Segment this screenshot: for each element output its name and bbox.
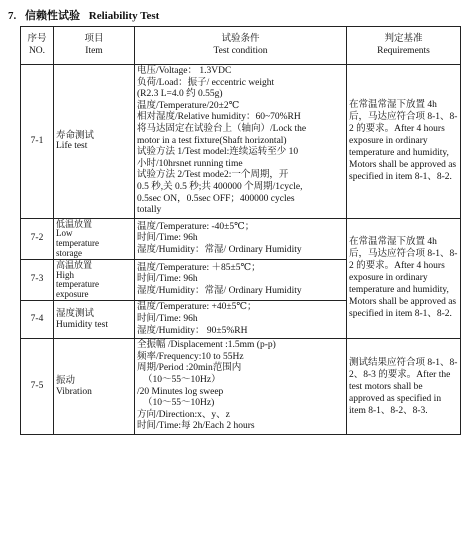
condition-line: (R2.3 L=4.0 约 0.55g) — [137, 89, 223, 100]
row-condition — [135, 301, 347, 339]
row-item-cn: 湿度测试 — [56, 309, 95, 320]
row-item-en: Humidity test — [56, 319, 108, 330]
header-requirements-cn: 判定基准 — [384, 34, 423, 44]
condition-line: 相对湿度/Relative humidity：60~70%RH — [137, 112, 301, 123]
condition-line: 电压/Voltage： 1.3VDC — [137, 66, 232, 76]
reliability-test-table — [20, 26, 461, 435]
row-item-cn: 寿命测试 — [56, 130, 95, 141]
header-no — [21, 27, 54, 65]
section-number: 7. — [8, 10, 17, 22]
condition-line: 时间/Time: 96h — [137, 233, 198, 244]
row-requirements: 在常温常湿下放置 4h 后，马达应符合项 8-1、8-2 的要求。After 4 hours exposure in ordinary temperature and humidity, Motors shall be approved as specified in item 8-1、8-2. — [347, 65, 461, 219]
row-item-cn: 高温放置 — [56, 260, 93, 271]
condition-line: 湿度/Humidity： 90±5%RH — [137, 325, 248, 336]
row-no: 7-3 — [21, 260, 54, 301]
row-no: 7-2 — [21, 218, 54, 259]
condition-line: 试验方法 1/Test model:连续运转至少 10 — [137, 147, 299, 158]
row-no: 7-5 — [21, 339, 54, 435]
condition-line: 小时/10hrsnet running time — [137, 158, 243, 169]
row-item-en: temperature — [56, 237, 99, 248]
condition-line: 0.5 秒,关 0.5 秒;共 400000 个周期/1cycle, — [137, 181, 303, 192]
section-title-en: Reliability Test — [88, 10, 160, 22]
row-item-en: High — [56, 269, 74, 280]
header-item-en: Item — [85, 45, 103, 56]
row-item — [54, 339, 135, 435]
row-item — [54, 65, 135, 219]
row-item-cn: 振动 — [56, 376, 76, 387]
row-item-en: Vibration — [56, 386, 92, 397]
header-condition — [135, 27, 347, 65]
header-condition-en: Test condition — [213, 45, 268, 56]
condition-line: /20 Minutes log sweep — [137, 386, 224, 397]
condition-line: 温度/Temperature: ＋85±5℃； — [137, 262, 261, 273]
row-no: 7-4 — [21, 301, 54, 339]
condition-line: 0.5sec ON，0.5sec OFF；400000 cycles — [137, 193, 295, 204]
condition-line: 周期/Period :20min范围内 — [137, 363, 242, 374]
condition-line: 温度/Temperature: -40±5℃； — [137, 221, 255, 232]
row-item-en: storage — [56, 247, 82, 258]
row-item-en: exposure — [56, 288, 89, 299]
group-requirements: 在常温常湿下放置 4h 后，马达应符合项 8-1、8-2 的要求。After 4 hours exposure in ordinary temperature and humidity, Motors shall be approved as specified in item 8-1、8-2. — [347, 218, 461, 339]
condition-line: （10～55～10Hz） — [143, 375, 221, 386]
row-item — [54, 218, 135, 259]
table-row — [21, 65, 461, 219]
row-condition — [135, 339, 347, 435]
header-no-en: NO. — [28, 45, 46, 56]
row-no: 7-1 — [21, 65, 54, 219]
row-item-en: Life test — [56, 141, 88, 152]
table-row — [21, 218, 461, 259]
table-header-row — [21, 27, 461, 65]
condition-line: 时间/Time:每 2h/Each 2 hours — [137, 421, 255, 432]
condition-line: totally — [137, 205, 162, 216]
condition-line: 温度/Temperature/20±2℃ — [137, 100, 240, 111]
header-requirements-en: Requirements — [377, 45, 430, 56]
condition-line: 负荷/Load：振子/ eccentric weight — [137, 77, 275, 88]
condition-line: 湿度/Humidity：常湿/ Ordinary Humidity — [137, 286, 302, 297]
row-item — [54, 301, 135, 339]
row-condition — [135, 218, 347, 259]
condition-line: 频率/Frequency:10 to 55Hz — [137, 351, 244, 362]
condition-line: 方向/Direction:x、y、z — [137, 409, 230, 420]
condition-line: 温度/Temperature: +40±5℃； — [137, 302, 257, 313]
condition-line: 时间/Time: 96h — [137, 314, 198, 325]
table-row — [21, 339, 461, 435]
row-condition — [135, 65, 347, 219]
header-condition-cn: 试验条件 — [221, 34, 260, 44]
condition-line: （10～55～10Hz) — [143, 398, 215, 409]
row-item-en: temperature — [56, 279, 99, 290]
condition-line: 湿度/Humidity：常湿/ Ordinary Humidity — [137, 244, 302, 255]
header-no-cn: 序号 — [27, 34, 47, 44]
row-requirements: 测试结果应符合项 8-1、8-2、8-3 的要求。After the test motors shall be approved as specified in item 8-1、8-2、8-3. — [347, 339, 461, 435]
header-item — [54, 27, 135, 65]
row-item — [54, 260, 135, 301]
section-title-cn: 信赖性试验 — [25, 10, 80, 22]
row-item-cn: 低温放置 — [56, 218, 93, 229]
row-item-en: Low — [56, 228, 73, 239]
condition-line: 时间/Time: 96h — [137, 274, 198, 285]
row-condition — [135, 260, 347, 301]
condition-line: 将马达固定在试验台上（轴向）/Lock the — [137, 123, 307, 134]
header-requirements — [347, 27, 461, 65]
condition-line: 全振幅 /Displacement :1.5mm (p-p) — [137, 340, 276, 351]
condition-line: 试验方法 2/Test mode2:一个周期，开 — [137, 170, 289, 181]
condition-line: motor in a test fixture(Shaft horizontal) — [137, 135, 287, 146]
section-heading — [8, 7, 159, 23]
header-item-cn: 项目 — [84, 34, 104, 44]
